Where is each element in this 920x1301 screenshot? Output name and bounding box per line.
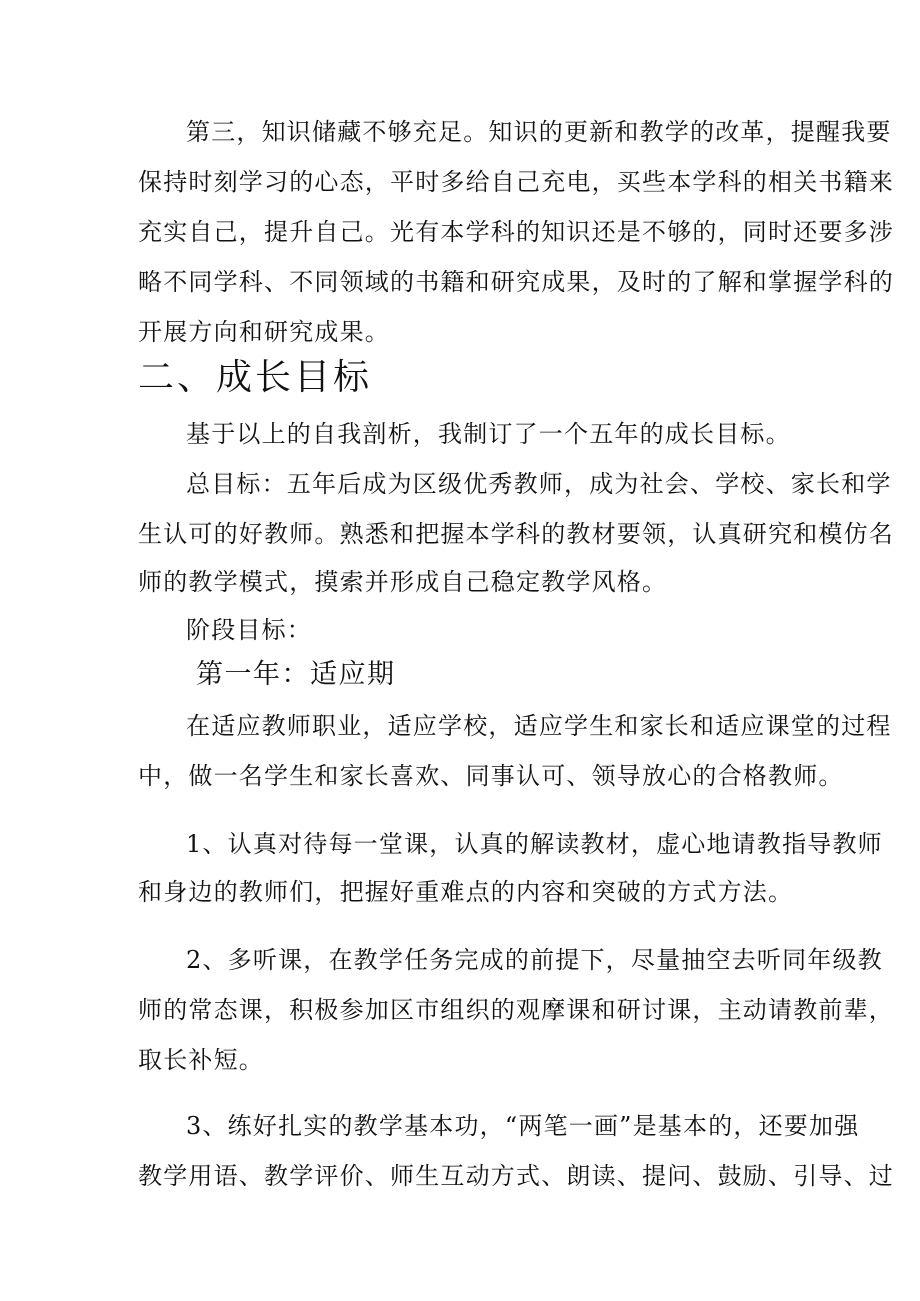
stage-goal-label: 阶段目标： bbox=[186, 616, 312, 644]
text-line: 充实自己，提升自己。光有本学科的知识还是不够的，同时还要多涉 bbox=[138, 218, 894, 246]
text-line: 和身边的教师们，把握好重难点的内容和突破的方式方法。 bbox=[138, 878, 794, 906]
text-line: 略不同学科、不同领域的书籍和研究成果，及时的了解和掌握学科的 bbox=[138, 268, 894, 296]
text-line: 2、多听课，在教学任务完成的前提下，尽量抽空去听同年级教 bbox=[186, 946, 883, 974]
text-line: 取长补短。 bbox=[138, 1046, 264, 1074]
text-line: 师的教学模式，摸索并形成自己稳定教学风格。 bbox=[138, 568, 668, 596]
text-line: 1、认真对待每一堂课，认真的解读教材，虚心地请教指导教师 bbox=[186, 830, 883, 858]
text-line: 生认可的好教师。熟悉和把握本学科的教材要领，认真研究和模仿名 bbox=[138, 520, 894, 548]
section-heading-growth-goals: 二、成长目标 bbox=[138, 357, 373, 398]
text-line: 总目标：五年后成为区级优秀教师，成为社会、学校、家长和学 bbox=[186, 470, 892, 498]
text-line: 师的常态课，积极参加区市组织的观摩课和研讨课，主动请教前辈， bbox=[138, 996, 894, 1024]
text-line: 保持时刻学习的心态，平时多给自己充电，买些本学科的相关书籍来 bbox=[138, 168, 894, 196]
paragraph-intro: 基于以上的自我剖析，我制订了一个五年的成长目标。 bbox=[186, 420, 791, 448]
text-line: 3、练好扎实的教学基本功，“两笔一画”是基本的，还要加强 bbox=[186, 1112, 860, 1140]
text-line: 教学用语、教学评价、师生互动方式、朗读、提问、鼓励、引导、过 bbox=[138, 1162, 894, 1190]
text-line: 中，做一名学生和家长喜欢、同事认可、领导放心的合格教师。 bbox=[138, 762, 844, 790]
text-line: 开展方向和研究成果。 bbox=[138, 318, 390, 346]
text-line: 在适应教师职业，适应学校，适应学生和家长和适应课堂的过程 bbox=[186, 712, 892, 740]
text-line: 第三，知识储藏不够充足。知识的更新和教学的改革，提醒我要 bbox=[186, 118, 892, 146]
subheading-year-one: 第一年：适应期 bbox=[196, 659, 396, 690]
